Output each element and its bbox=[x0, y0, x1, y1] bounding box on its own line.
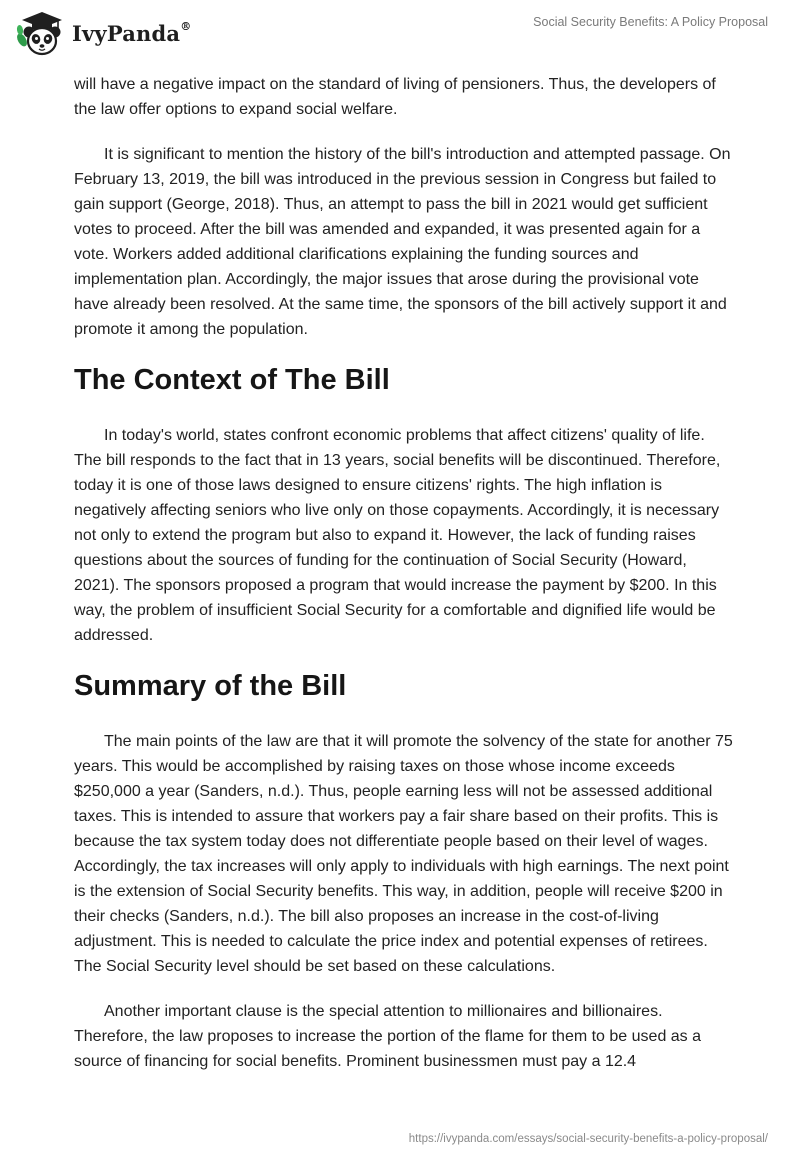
panda-graduate-icon bbox=[14, 8, 66, 58]
source-url[interactable]: https://ivypanda.com/essays/social-security-benefits-a-policy-proposal/ bbox=[408, 1133, 768, 1145]
paragraph-history: It is significant to mention the history of the bill's introduction and attempted passage. On February 13, 2019, the bill was introduced in the previous session in Congress but failed to gain support (George, 2018). Thus, an attempt to pass the bill in 2021 would get sufficient votes to proceed. After the bill was amended and expanded, it was presented again for a vote. Workers added additional clarifications explaining the funding sources and implementation plan. Accordingly, the major issues that arose during the provisional vote have already been resolved. At the same time, the sponsors of the bill actively support it and promote it among the population. bbox=[74, 146, 731, 338]
essay-content bbox=[74, 72, 734, 1094]
paragraph-summary: The main points of the law are that it will promote the solvency of the state for another 75 years. This would be accomplished by raising taxes on those whose income exceeds $250,000 a year (Sanders, n.d.). Thus, people earning less will not be assessed additional taxes. This is intended to assure that workers pay a fair share based on their profits. This is because the tax system today does not differentiate people based on their level of wages. Accordingly, the tax increases will only apply to individuals with high earnings. The next point is the extension of Social Security benefits. This way, in addition, people will receive $200 in their checks (Sanders, n.d.). The bill also proposes an increase in the cost-of-living adjustment. This is needed to calculate the price index and potential expenses of retirees. The Social Security level should be set based on these calculations. bbox=[74, 733, 733, 975]
logo-wordmark bbox=[72, 21, 191, 46]
paragraph-context: In today's world, states confront economic problems that affect citizens' quality of life. The bill responds to the fact that in 13 years, social benefits will be discontinued. Therefore, today it is one of those laws designed to ensure citizens' rights. The high inflation is negatively affecting seniors who live only on those copayments. Accordingly, it is necessary not only to extend the program but also to expand it. However, the lack of funding raises questions about the sources of funding for the continuation of Social Security (Howard, 2021). The sponsors proposed a program that would increase the payment by $200. In this way, the problem of insufficient Social Security for a comfortable and dignified life would be addressed. bbox=[74, 427, 721, 644]
registered-mark: ® bbox=[180, 19, 192, 33]
heading-summary: Summary of the Bill bbox=[74, 670, 347, 702]
paragraph-clause: Another important clause is the special attention to millionaires and billionaires. Therefore, the law proposes to increase the portion of the flame for them to be used as a source of financing for social benefits. Prominent businessmen must pay a 12.4 bbox=[74, 1003, 702, 1070]
paragraph-continuation: will have a negative impact on the standard of living of pensioners. Thus, the developers of the law offer options to expand social welfare. bbox=[74, 76, 716, 118]
ivypanda-logo[interactable] bbox=[14, 8, 191, 58]
page-header bbox=[0, 0, 800, 70]
heading-context: The Context of The Bill bbox=[74, 364, 390, 396]
logo-text: IvyPanda bbox=[72, 20, 181, 46]
document-title: Social Security Benefits: A Policy Proposal bbox=[533, 15, 768, 29]
